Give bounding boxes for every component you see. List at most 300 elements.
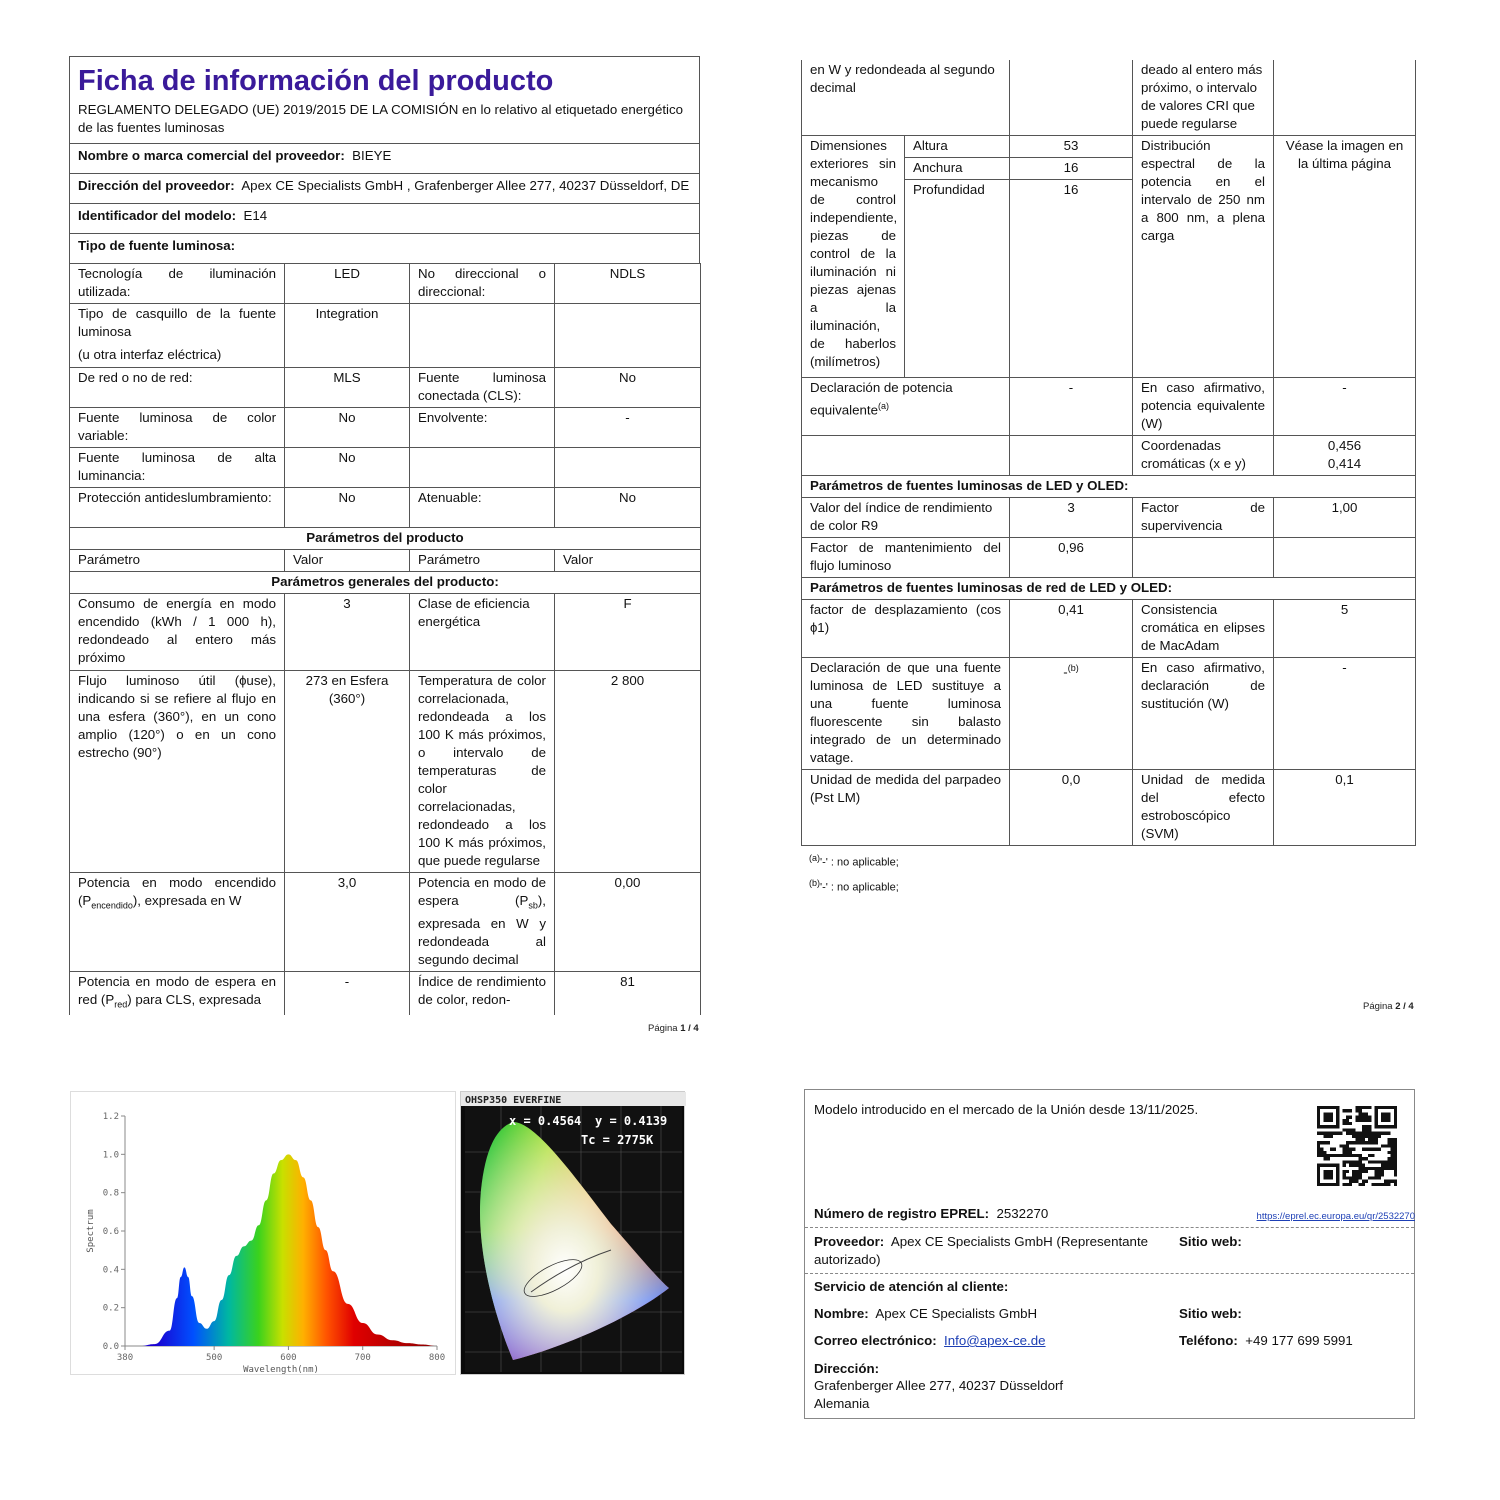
table-row: Protección antideslumbramiento: No Atenuable: No — [70, 488, 701, 528]
y-tick-label: 0.4 — [102, 1265, 119, 1276]
qr-module — [1365, 1106, 1368, 1109]
divider — [805, 1227, 1414, 1228]
qr-module — [1355, 1164, 1358, 1167]
qr-module — [1346, 1128, 1349, 1131]
qr-module — [1378, 1176, 1381, 1179]
page-title: Ficha de información del producto — [78, 65, 554, 97]
qr-module — [1352, 1154, 1355, 1157]
qr-module — [1330, 1135, 1333, 1138]
address-line-2: Alemania — [814, 1396, 870, 1411]
qr-module — [1368, 1154, 1371, 1157]
qr-module — [1362, 1116, 1365, 1119]
qr-module — [1381, 1183, 1384, 1186]
qr-module — [1387, 1141, 1390, 1144]
x-tick-label: 500 — [206, 1353, 223, 1363]
qr-module — [1355, 1138, 1358, 1141]
qr-module — [1365, 1170, 1368, 1173]
qr-module — [1359, 1119, 1362, 1122]
qr-module — [1391, 1144, 1394, 1147]
qr-module — [1365, 1132, 1368, 1135]
email-row: Correo electrónico: Info@apex-ce.de — [814, 1333, 1046, 1348]
qr-module — [1394, 1170, 1397, 1173]
qr-module — [1323, 1135, 1326, 1138]
qr-module — [1339, 1144, 1342, 1147]
qr-module — [1368, 1141, 1371, 1144]
qr-module — [1336, 1154, 1339, 1157]
qr-module — [1384, 1167, 1387, 1170]
qr-module — [1349, 1154, 1352, 1157]
y-tick-label: 0.0 — [102, 1342, 119, 1352]
qr-module — [1378, 1135, 1381, 1138]
qr-module — [1359, 1132, 1362, 1135]
qr-module — [1362, 1132, 1365, 1135]
qr-module — [1362, 1148, 1365, 1151]
qr-code-icon — [1317, 1106, 1397, 1186]
qr-module — [1355, 1132, 1358, 1135]
cie-x-readout: x = 0.4564 — [509, 1114, 582, 1128]
qr-module — [1362, 1167, 1365, 1170]
qr-module — [1391, 1151, 1394, 1154]
qr-module — [1387, 1183, 1390, 1186]
qr-module — [1343, 1176, 1346, 1179]
x-tick-label: 600 — [280, 1353, 297, 1363]
qr-module — [1317, 1154, 1320, 1157]
x-tick-label: 380 — [116, 1353, 134, 1363]
qr-module — [1371, 1141, 1374, 1144]
qr-module — [1352, 1128, 1355, 1131]
cie-header: OHSP350 EVERFINE — [465, 1095, 562, 1106]
qr-module — [1320, 1148, 1323, 1151]
qr-module — [1368, 1135, 1371, 1138]
qr-module — [1323, 1157, 1326, 1160]
qr-module — [1355, 1176, 1358, 1179]
address-line-1: Grafenberger Allee 277, 40237 Düsseldorf — [814, 1378, 1064, 1393]
qr-module — [1349, 1183, 1352, 1186]
qr-module — [1394, 1138, 1397, 1141]
table-row: Profundidad 16 — [802, 180, 1416, 378]
qr-module — [1323, 1154, 1326, 1157]
qr-module — [1317, 1141, 1320, 1144]
qr-module — [1391, 1148, 1394, 1151]
qr-module — [1343, 1144, 1346, 1147]
qr-module — [1343, 1183, 1346, 1186]
qr-finder-core — [1323, 1112, 1333, 1122]
qr-module — [1365, 1180, 1368, 1183]
qr-module — [1355, 1119, 1358, 1122]
website-label: Sitio web: — [1179, 1234, 1242, 1249]
qr-module — [1381, 1144, 1384, 1147]
qr-module — [1330, 1132, 1333, 1135]
qr-module — [1375, 1167, 1378, 1170]
qr-module — [1343, 1173, 1346, 1176]
qr-module — [1349, 1176, 1352, 1179]
qr-module — [1346, 1148, 1349, 1151]
section-header: Parámetros de fuentes luminosas de LED y OLED: — [802, 476, 1416, 498]
qr-module — [1371, 1176, 1374, 1179]
qr-module — [1352, 1160, 1355, 1163]
qr-module — [1355, 1135, 1358, 1138]
qr-module — [1378, 1170, 1381, 1173]
qr-module — [1365, 1167, 1368, 1170]
qr-module — [1375, 1176, 1378, 1179]
qr-module — [1365, 1112, 1368, 1115]
qr-module — [1346, 1141, 1349, 1144]
qr-module — [1346, 1170, 1349, 1173]
qr-finder-core — [1323, 1170, 1333, 1180]
qr-module — [1362, 1141, 1365, 1144]
qr-module — [1355, 1109, 1358, 1112]
qr-module — [1343, 1148, 1346, 1151]
qr-module — [1365, 1116, 1368, 1119]
qr-module — [1343, 1154, 1346, 1157]
qr-module — [1346, 1183, 1349, 1186]
spectrum-chart — [70, 1091, 456, 1375]
eprel-number: 2532270 — [996, 1206, 1049, 1221]
qr-module — [1327, 1154, 1330, 1157]
qr-module — [1352, 1132, 1355, 1135]
qr-module — [1368, 1125, 1371, 1128]
qr-module — [1394, 1141, 1397, 1144]
cie-tc-readout: Tc = 2775K — [581, 1133, 654, 1147]
qr-module — [1355, 1141, 1358, 1144]
qr-module — [1394, 1167, 1397, 1170]
qr-module — [1381, 1164, 1384, 1167]
table-row: Unidad de medida del parpadeo (Pst LM) 0,0 Unidad de medida del efecto estroboscópico (SVM) 0,1 — [802, 770, 1416, 846]
qr-module — [1371, 1135, 1374, 1138]
qr-module — [1359, 1154, 1362, 1157]
qr-module — [1352, 1180, 1355, 1183]
qr-module — [1387, 1167, 1390, 1170]
qr-module — [1391, 1180, 1394, 1183]
footnote-a: $^{(a)}$'-' : no aplicable; — [809, 853, 899, 869]
qr-module — [1355, 1173, 1358, 1176]
qr-module — [1394, 1157, 1397, 1160]
name-row: Nombre: Apex CE Specialists GmbH — [814, 1306, 1038, 1321]
eprel-link[interactable]: https://eprel.ec.europa.eu/qr/2532270 — [1256, 1211, 1415, 1222]
page1-params-table — [69, 263, 701, 1015]
qr-module — [1327, 1157, 1330, 1160]
qr-module — [1381, 1167, 1384, 1170]
qr-module — [1391, 1141, 1394, 1144]
qr-module — [1349, 1151, 1352, 1154]
qr-module — [1391, 1164, 1394, 1167]
cie-svg — [461, 1092, 686, 1376]
y-tick-label: 0.6 — [102, 1227, 119, 1237]
qr-module — [1375, 1160, 1378, 1163]
qr-module — [1362, 1119, 1365, 1122]
table-row: Fuente luminosa de color variable: No Envolvente: - — [70, 408, 701, 448]
qr-module — [1323, 1141, 1326, 1144]
qr-module — [1346, 1109, 1349, 1112]
qr-module — [1317, 1148, 1320, 1151]
qr-module — [1381, 1160, 1384, 1163]
qr-module — [1387, 1160, 1390, 1163]
qr-module — [1343, 1164, 1346, 1167]
address-heading: Dirección: — [814, 1361, 880, 1376]
qr-module — [1352, 1135, 1355, 1138]
qr-module — [1323, 1151, 1326, 1154]
qr-module — [1346, 1151, 1349, 1154]
qr-module — [1362, 1164, 1365, 1167]
qr-module — [1362, 1157, 1365, 1160]
qr-module — [1381, 1132, 1384, 1135]
qr-module — [1333, 1132, 1336, 1135]
qr-module — [1349, 1109, 1352, 1112]
qr-module — [1381, 1170, 1384, 1173]
qr-module — [1317, 1144, 1320, 1147]
qr-module — [1355, 1170, 1358, 1173]
x-tick-label: 800 — [428, 1353, 446, 1363]
qr-module — [1394, 1173, 1397, 1176]
y-tick-label: 0.2 — [102, 1303, 119, 1314]
qr-module — [1384, 1132, 1387, 1135]
table-row: Potencia en modo encendido $(P_{encendido})$, expresada en W 3,0 Potencia en modo de espera $(P_{sb})$, expresada en W y redondeada al segundo decimal 0,00 — [70, 873, 701, 972]
qr-module — [1317, 1132, 1320, 1135]
qr-module — [1375, 1141, 1378, 1144]
qr-finder-core — [1381, 1112, 1391, 1122]
qr-module — [1320, 1151, 1323, 1154]
qr-module — [1359, 1138, 1362, 1141]
section-header: Parámetros de fuentes luminosas de red de LED y OLED: — [802, 578, 1416, 600]
phone-row: Teléfono: +49 177 699 5991 — [1179, 1333, 1353, 1348]
qr-module — [1375, 1183, 1378, 1186]
qr-module — [1362, 1125, 1365, 1128]
qr-module — [1320, 1154, 1323, 1157]
divider — [805, 1273, 1414, 1274]
qr-module — [1375, 1135, 1378, 1138]
qr-module — [1371, 1160, 1374, 1163]
qr-module — [1330, 1148, 1333, 1151]
qr-module — [1387, 1138, 1390, 1141]
qr-module — [1378, 1148, 1381, 1151]
qr-module — [1394, 1144, 1397, 1147]
qr-module — [1365, 1141, 1368, 1144]
eprel-label: Número de registro EPREL: — [814, 1206, 990, 1221]
qr-module — [1349, 1164, 1352, 1167]
address-label: Dirección del proveedor: — [78, 178, 235, 193]
qr-module — [1359, 1116, 1362, 1119]
qr-module — [1359, 1170, 1362, 1173]
qr-module — [1384, 1144, 1387, 1147]
cie-y-readout: y = 0.4139 — [595, 1114, 668, 1128]
qr-module — [1368, 1132, 1371, 1135]
qr-module — [1352, 1173, 1355, 1176]
table-row: en W y redondeada al segundo decimal deado al entero más próximo, o intervalo de valores CRI que puede regularse — [802, 60, 1416, 136]
regulation-text: REGLAMENTO DELEGADO (UE) 2019/2015 DE LA COMISIÓN en lo relativo al etiquetado energético de las fuentes luminosas — [78, 102, 684, 135]
page-2 — [801, 60, 1415, 897]
qr-module — [1352, 1148, 1355, 1151]
intro-text: Modelo introducido en el mercado de la Unión desde 13/11/2025. — [814, 1102, 1199, 1117]
table-row: Valor del índice de rendimiento de color R9 3 Factor de supervivencia 1,00 — [802, 498, 1416, 538]
supplier-name-label: Nombre o marca comercial del proveedor: — [78, 148, 345, 163]
qr-module — [1355, 1160, 1358, 1163]
website2-label: Sitio web: — [1179, 1306, 1242, 1321]
qr-module — [1394, 1160, 1397, 1163]
qr-module — [1375, 1148, 1378, 1151]
qr-module — [1349, 1160, 1352, 1163]
qr-module — [1355, 1116, 1358, 1119]
table-row: Anchura 16 — [802, 158, 1416, 180]
supplier-address: Apex CE Specialists GmbH , Grafenberger Allee 277, 40237 Düsseldorf, DE — [241, 178, 690, 193]
footnote-b: $^{(b)}$'-' : no aplicable; — [809, 877, 899, 894]
qr-module — [1346, 1116, 1349, 1119]
table-row: Dimensiones exteriores sin mecanismo de control independiente, piezas de control de la iluminación ni piezas ajenas a la iluminación, de haberlos (milímetros) Altura 53 Distribución espectral de la potencia en el intervalo de 250 nm a 800 nm, a plena carga Véase la imagen en la última página — [802, 136, 1416, 158]
table-row: Declaración de que una fuente luminosa de LED sustituye a una fuente luminosa fluorescente sin balasto integrado de un determinado vatage. -$^{(b)}$ En caso afirmativo, declaración de sustitución (W) - — [802, 658, 1416, 770]
qr-module — [1394, 1148, 1397, 1151]
qr-module — [1343, 1128, 1346, 1131]
qr-module — [1375, 1170, 1378, 1173]
cie-diagram — [460, 1091, 685, 1375]
qr-module — [1320, 1141, 1323, 1144]
qr-module — [1349, 1128, 1352, 1131]
qr-module — [1394, 1183, 1397, 1186]
qr-module — [1349, 1116, 1352, 1119]
qr-module — [1352, 1164, 1355, 1167]
qr-module — [1346, 1176, 1349, 1179]
qr-module — [1362, 1138, 1365, 1141]
qr-module — [1327, 1132, 1330, 1135]
qr-module — [1368, 1106, 1371, 1109]
page-number-1: Página 1 / 4 — [648, 1023, 699, 1034]
qr-module — [1359, 1173, 1362, 1176]
page2-params-table — [801, 60, 1416, 846]
qr-module — [1336, 1132, 1339, 1135]
qr-module — [1378, 1183, 1381, 1186]
qr-module — [1320, 1132, 1323, 1135]
qr-module — [1394, 1151, 1397, 1154]
y-axis-label: Spectrum — [86, 1209, 96, 1253]
page-number-2: Página 2 / 4 — [1363, 1001, 1414, 1012]
qr-module — [1371, 1154, 1374, 1157]
qr-module — [1371, 1132, 1374, 1135]
qr-module — [1346, 1160, 1349, 1163]
qr-module — [1375, 1173, 1378, 1176]
eprel-row — [814, 1205, 1415, 1223]
qr-module — [1359, 1106, 1362, 1109]
qr-module — [1339, 1154, 1342, 1157]
qr-module — [1365, 1119, 1368, 1122]
table-row: Potencia en modo de espera en red $(P_{red})$ para CLS, expresada - Índice de rendimiento de color, redon- 81 — [70, 971, 701, 1015]
model-id: E14 — [243, 208, 268, 223]
spectrum-area — [140, 1154, 437, 1346]
qr-module — [1323, 1132, 1326, 1135]
table-row: Fuente luminosa de alta luminancia: No — [70, 448, 701, 488]
qr-module — [1359, 1176, 1362, 1179]
qr-module — [1333, 1154, 1336, 1157]
qr-module — [1387, 1164, 1390, 1167]
qr-module — [1355, 1106, 1358, 1109]
table-row: Coordenadas cromáticas (x e y) 0,456 0,414 — [802, 436, 1416, 476]
qr-module — [1362, 1183, 1365, 1186]
qr-module — [1359, 1160, 1362, 1163]
page-4 — [804, 1089, 1415, 1419]
qr-module — [1368, 1160, 1371, 1163]
qr-module — [1346, 1122, 1349, 1125]
qr-module — [1368, 1176, 1371, 1179]
light-type-label: Tipo de fuente luminosa: — [78, 238, 236, 253]
qr-module — [1349, 1122, 1352, 1125]
qr-module — [1343, 1160, 1346, 1163]
qr-module — [1349, 1132, 1352, 1135]
qr-module — [1368, 1148, 1371, 1151]
qr-module — [1359, 1183, 1362, 1186]
qr-module — [1378, 1167, 1381, 1170]
qr-module — [1365, 1157, 1368, 1160]
qr-module — [1327, 1135, 1330, 1138]
qr-module — [1317, 1151, 1320, 1154]
qr-module — [1362, 1112, 1365, 1115]
qr-module — [1384, 1160, 1387, 1163]
qr-module — [1384, 1164, 1387, 1167]
qr-module — [1365, 1128, 1368, 1131]
qr-module — [1384, 1183, 1387, 1186]
qr-module — [1378, 1173, 1381, 1176]
section-header: Parámetros del producto — [70, 528, 701, 550]
qr-module — [1368, 1138, 1371, 1141]
qr-module — [1362, 1128, 1365, 1131]
qr-module — [1391, 1160, 1394, 1163]
qr-module — [1371, 1183, 1374, 1186]
supplier-name: BIEYE — [352, 148, 392, 163]
customer-service-heading: Servicio de atención al cliente: — [814, 1279, 1009, 1294]
qr-module — [1394, 1164, 1397, 1167]
qr-module — [1343, 1122, 1346, 1125]
qr-module — [1327, 1141, 1330, 1144]
qr-module — [1391, 1157, 1394, 1160]
qr-module — [1362, 1170, 1365, 1173]
table-row: Flujo luminoso útil (ɸuse), indicando si se refiere al flujo en una esfera (360°), en un cono amplio (120°) o en un cono estrecho (90°) 273 en Esfera (360°) Temperatura de color correlacionada, redondeada a los 100 K más próximos, o intervalo de temperaturas de color correlacionadas, redondeado a los 100 K más próximos, que puede regularse 2 800 — [70, 671, 701, 873]
qr-module — [1387, 1132, 1390, 1135]
page-1 — [69, 56, 700, 1015]
qr-module — [1339, 1132, 1342, 1135]
qr-module — [1343, 1109, 1346, 1112]
qr-module — [1378, 1132, 1381, 1135]
qr-module — [1352, 1141, 1355, 1144]
qr-module — [1346, 1144, 1349, 1147]
spectrum-svg — [71, 1092, 457, 1376]
qr-module — [1368, 1119, 1371, 1122]
table-row: Consumo de energía en modo encendido (kWh / 1 000 h), redondeado al entero más próximo 3 Clase de eficiencia energética F — [70, 594, 701, 671]
table-row: Tecnología de iluminación utilizada: LED No direccional o direccional: NDLS — [70, 264, 701, 304]
qr-module — [1355, 1154, 1358, 1157]
qr-module — [1362, 1106, 1365, 1109]
column-header-row: Parámetro Valor Parámetro Valor — [70, 550, 701, 572]
qr-module — [1371, 1167, 1374, 1170]
qr-module — [1333, 1148, 1336, 1151]
qr-module — [1349, 1141, 1352, 1144]
qr-module — [1352, 1170, 1355, 1173]
section-header: Parámetros generales del producto: — [70, 572, 701, 594]
qr-module — [1359, 1109, 1362, 1112]
qr-module — [1349, 1180, 1352, 1183]
qr-module — [1365, 1125, 1368, 1128]
qr-module — [1349, 1148, 1352, 1151]
x-axis-label: Wavelength(nm) — [243, 1365, 319, 1375]
table-row: De red o no de red: MLS Fuente luminosa conectada (CLS): No — [70, 368, 701, 408]
qr-module — [1368, 1167, 1371, 1170]
qr-module — [1330, 1154, 1333, 1157]
qr-module — [1362, 1180, 1365, 1183]
qr-module — [1387, 1180, 1390, 1183]
qr-module — [1359, 1157, 1362, 1160]
page1-header-table — [69, 56, 700, 264]
qr-module — [1359, 1135, 1362, 1138]
x-tick-label: 700 — [354, 1353, 371, 1363]
qr-module — [1346, 1154, 1349, 1157]
qr-module — [1391, 1167, 1394, 1170]
qr-module — [1346, 1132, 1349, 1135]
email-link[interactable]: Info@apex-ce.de — [944, 1333, 1046, 1348]
